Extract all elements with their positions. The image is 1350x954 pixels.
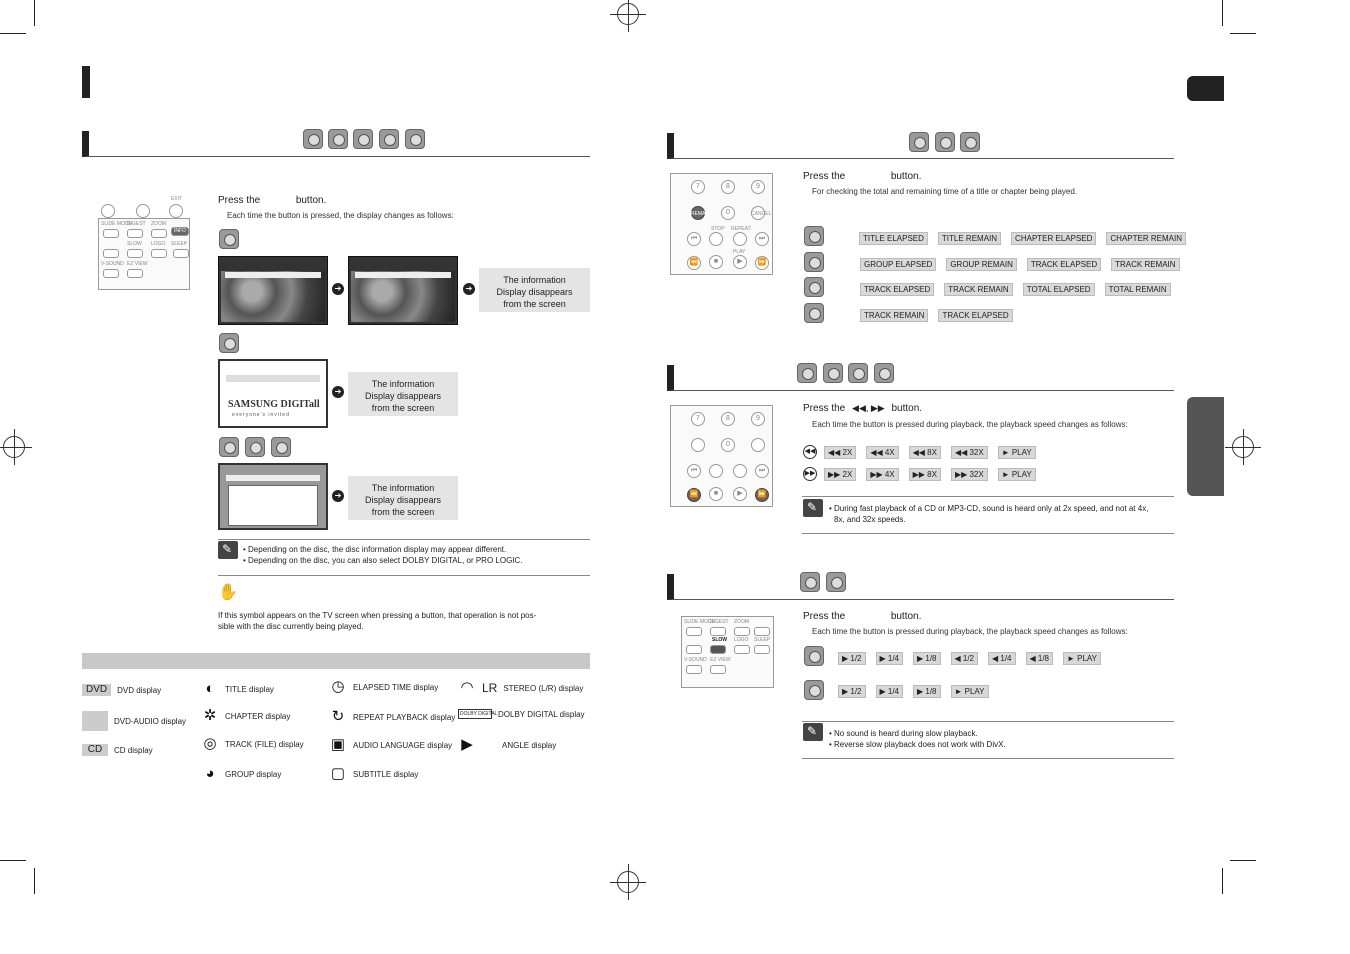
slow-sequence-dvd (838, 652, 1101, 665)
dvd-badge: DVD (82, 684, 111, 696)
remote-button: 9 (751, 180, 765, 194)
hand-note-line: sible with the disc currently being played. (218, 622, 364, 631)
press-suffix: button. (891, 403, 923, 414)
legend-label: SUBTITLE display (353, 769, 419, 779)
remote-slow-button (710, 645, 726, 654)
remote-label-slide: SLIDE MODE (101, 221, 132, 227)
legend-cd (82, 744, 153, 756)
remote-button (709, 464, 723, 478)
legend-label: CD display (114, 745, 153, 755)
legend-subtitle (329, 765, 418, 783)
disc-icon-jpeg (271, 437, 291, 457)
remote-button (710, 627, 726, 636)
remain-chip: TITLE REMAIN (938, 232, 1001, 245)
info-line: Display disappears (496, 287, 573, 297)
note-line: • Depending on the disc, you can also select DOLBY DIGITAL, or PRO LOGIC. (243, 556, 523, 565)
disc-icon-divx (804, 680, 824, 700)
remote-label-play: PLAY (733, 249, 746, 255)
remote-label-vsound: V-SOUND (101, 261, 124, 267)
slow-chip: ▶ 1/4 (876, 685, 904, 698)
press-suffix: button. (295, 195, 327, 206)
remote-button (754, 627, 770, 636)
legend-label: DOLBY DIGITAL display (498, 709, 585, 719)
dolby-digital-icon: DOLBY DIGITAL (460, 711, 498, 717)
remote-button (173, 249, 189, 258)
legend-label: STEREO (L/R) display (503, 683, 584, 693)
arrow-right-icon: ➔ (332, 283, 344, 295)
remote-button (734, 645, 750, 654)
remote-button (127, 269, 143, 278)
section-bar-slow (667, 574, 1174, 600)
tv-info-bar (226, 475, 320, 481)
legend-title (201, 680, 274, 698)
tv-screen-mp3-info (218, 463, 328, 530)
speed-chip: ▶▶ 8X (909, 468, 941, 481)
remote-button: 8 (721, 180, 735, 194)
remote-label-info: INFO (174, 228, 186, 234)
slow-notes (829, 728, 1006, 750)
hand-note-line: If this symbol appears on the TV screen when pressing a button, that operation is not pos- (218, 611, 537, 620)
slow-chip: ▶ 1/2 (838, 685, 866, 698)
remote-button (169, 204, 183, 218)
disc-icon-cd (353, 129, 373, 149)
slow-chip: ◀ 1/2 (951, 652, 979, 665)
slow-description: Each time the button is pressed during playback, the playback speed changes as follows: (812, 627, 1128, 636)
remote-label-exit: EXIT (171, 196, 183, 202)
disc-icon-mp3 (804, 303, 824, 323)
press-instruction (803, 171, 921, 182)
legend-group (201, 765, 281, 783)
page-number-tab (1187, 76, 1224, 101)
legend-stereo (458, 679, 583, 697)
remote-label-ezview: EZ VIEW (127, 261, 148, 267)
info-line: from the screen (371, 403, 435, 413)
cd-badge: CD (82, 744, 108, 756)
remote-button (686, 645, 702, 654)
remain-chip: TRACK REMAIN (860, 309, 928, 322)
fast-arrows: ◀◀, ▶▶ (852, 403, 885, 413)
legend-track (201, 735, 304, 753)
registration-mark (617, 871, 639, 893)
speed-chip: ◀◀ 32X (951, 446, 988, 459)
legend-dvd (82, 684, 161, 696)
disc-icon-cd (219, 333, 239, 353)
fast-note (829, 503, 1148, 525)
remote-button: 7 (691, 180, 705, 194)
info-line: from the screen (503, 299, 566, 309)
remote-button (151, 229, 167, 238)
remote-slow-illustration (681, 616, 774, 688)
remote-button (103, 249, 119, 258)
disc-icon-dvd-audio (804, 252, 824, 272)
disc-icon-mp3 (848, 363, 868, 383)
section-bar-fast (667, 365, 1174, 391)
press-prefix: Press the (803, 611, 846, 622)
disc-icon-dvd (804, 226, 824, 246)
remote-button: 7 (691, 412, 705, 426)
remain-sequence-dvd-audio (860, 258, 1180, 271)
angle-icon: ▶ (461, 736, 473, 753)
remain-chip: CHAPTER ELAPSED (1011, 232, 1096, 245)
remote-label-repeat: REPEAT (731, 226, 751, 232)
legend-label: AUDIO LANGUAGE display (353, 740, 453, 750)
remain-description: For checking the total and remaining time of a title or chapter being played. (812, 187, 1078, 196)
tv-tagline: everyone's invited (232, 412, 290, 418)
remain-chip: GROUP ELAPSED (860, 258, 936, 271)
tv-info-bar (226, 375, 320, 382)
disc-icon-dvd (909, 132, 929, 152)
remote-forward-button: ⏩ (755, 488, 769, 502)
remain-chip: TRACK REMAIN (944, 283, 1012, 296)
remote-label-stop: STOP (711, 226, 725, 232)
repeat-icon: ↻ (331, 708, 345, 725)
legend-label: ANGLE display (502, 740, 557, 750)
forward-icon: ▶▶ (803, 467, 817, 481)
legend-header-bar (82, 653, 590, 669)
remain-sequence-cd (860, 283, 1171, 296)
slow-chip: ◀ 1/4 (988, 652, 1016, 665)
disc-icon-mp3 (960, 132, 980, 152)
remote-button: ⏭ (755, 464, 769, 478)
disc-icon-dvd (797, 363, 817, 383)
speed-chip: ◀◀ 2X (824, 446, 856, 459)
remote-label-sleep: SLEEP (754, 637, 771, 643)
remote-button: ⏭ (755, 232, 769, 246)
disc-icon-dvd (303, 129, 323, 149)
remote-button (733, 464, 747, 478)
arrow-right-icon: ➔ (463, 283, 475, 295)
remote-label-logo: LOGO (734, 637, 749, 643)
legend-label: REPEAT PLAYBACK display (353, 712, 456, 722)
legend-label: ELAPSED TIME display (353, 682, 439, 692)
remote-label-vsound: V-SOUND (684, 657, 707, 663)
tv-image (351, 271, 455, 322)
speed-chip: ▶▶ 4X (866, 468, 898, 481)
tv-logo: SAMSUNG DIGITall (228, 399, 320, 410)
tv-file-list (228, 485, 318, 526)
tv-info-bar (225, 272, 321, 278)
remote-label-digest: DIGEST (127, 221, 146, 227)
remote-label-zoom: ZOOM (151, 221, 166, 227)
title-icon: ◐ (205, 680, 215, 697)
subtitle-icon: ▢ (330, 765, 346, 782)
remote-button (751, 438, 765, 452)
remote-button: ■ (709, 487, 723, 501)
arrow-right-icon: ➔ (332, 386, 344, 398)
disc-icon-dvd (800, 572, 820, 592)
tv-screen-dvd-info-1 (218, 256, 328, 325)
disc-icon-jpeg (405, 129, 425, 149)
remote-label-cancel: CANCEL (751, 211, 772, 217)
legend-label: TRACK (FILE) display (225, 739, 304, 749)
group-icon: ◕ (205, 765, 215, 782)
remote-button: ■ (709, 255, 723, 269)
remain-chip: TRACK ELAPSED (938, 309, 1012, 322)
rewind-icon: ◀◀ (803, 445, 817, 459)
remote-label-slide: SLIDE MODE (684, 619, 715, 625)
side-chapter-tab (1187, 397, 1224, 496)
info-line: The information (503, 275, 566, 285)
remote-control-illustration (96, 196, 191, 292)
press-suffix: button. (890, 611, 922, 622)
tv-screen-cd-info (218, 359, 328, 428)
remote-button (127, 229, 143, 238)
remain-chip: GROUP REMAIN (946, 258, 1017, 271)
slow-sequence-divx (838, 685, 989, 698)
press-prefix: Press the (218, 195, 261, 206)
press-instruction (218, 195, 326, 206)
note-line: • No sound is heard during slow playback. (829, 729, 978, 738)
disc-icon-vcd (328, 129, 348, 149)
disc-icon-divx (826, 572, 846, 592)
press-prefix: Press the (803, 403, 846, 414)
press-instruction (803, 403, 922, 414)
disc-icon-dvd (804, 646, 824, 666)
remote-button (103, 229, 119, 238)
arrow-right-icon: ➔ (332, 490, 344, 502)
speed-chip: ▶▶ 32X (951, 468, 988, 481)
remote-button (151, 249, 167, 258)
tv-screen-dvd-info-2 (348, 256, 458, 325)
note-pencil-icon (803, 499, 823, 517)
slow-chip: ◀ 1/8 (1026, 652, 1054, 665)
hand-note (218, 610, 536, 632)
remote-button (103, 269, 119, 278)
page-header-bar (82, 66, 90, 98)
remain-chip: TRACK ELAPSED (860, 283, 934, 296)
remote-rewind-button: ⏪ (687, 488, 701, 502)
stereo-glyph: LR (482, 681, 498, 695)
legend-repeat (329, 708, 455, 726)
legend-chapter (201, 707, 290, 725)
registration-mark (617, 3, 639, 25)
remote-button (686, 627, 702, 636)
remote-button: ⏮ (687, 232, 701, 246)
slow-chip: ▶ 1/4 (876, 652, 904, 665)
speed-chip: ◀◀ 4X (866, 446, 898, 459)
remain-chip: TRACK ELAPSED (1027, 258, 1101, 271)
remain-chip: TITLE ELAPSED (859, 232, 928, 245)
remote-button: 9 (751, 412, 765, 426)
remote-button: ⏮ (687, 464, 701, 478)
hand-icon: ✋ (218, 584, 238, 601)
slow-chip: ► PLAY (1063, 652, 1101, 665)
legend-audio-language (329, 736, 452, 754)
remote-button (101, 204, 115, 218)
note-line: • Depending on the disc, the disc information display may appear different. (243, 545, 507, 554)
remote-button: 0 (721, 438, 735, 452)
legend-angle (458, 736, 556, 754)
disc-icon-cd (935, 132, 955, 152)
dvd-audio-badge (82, 711, 108, 731)
info-line: Display disappears (364, 495, 442, 505)
note-pencil-icon (803, 723, 823, 741)
legend-label: CHAPTER display (225, 711, 291, 721)
remote-label-logo: LOGO (151, 241, 166, 247)
note-line: 8x, and 32x speeds. (834, 515, 906, 524)
remote-label-zoom: ZOOM (734, 619, 749, 625)
disc-icon-dvd (219, 229, 239, 249)
elapsed-time-icon: ◷ (331, 678, 345, 695)
info-disappears-box (348, 372, 458, 416)
press-instruction (803, 611, 921, 622)
headphone-icon: ◠ (460, 679, 474, 696)
legend-label: DVD-AUDIO display (114, 716, 187, 726)
fast-description: Each time the button is pressed during playback, the playback speed changes as follows: (812, 420, 1128, 429)
remain-chip: CHAPTER REMAIN (1106, 232, 1186, 245)
remote-panel (98, 218, 190, 290)
remote-button: ▶ (733, 255, 747, 269)
remote-button (733, 232, 747, 246)
remote-label-remain: REMAIN (691, 211, 711, 217)
legend-label: GROUP display (225, 769, 282, 779)
remote-label-sleep: SLEEP (171, 241, 188, 247)
disc-icon-wma (245, 437, 265, 457)
legend-dvd-audio (82, 711, 186, 731)
legend-label: DVD display (117, 685, 162, 695)
remote-button (734, 627, 750, 636)
note-pencil-icon (218, 541, 238, 559)
remote-button (710, 665, 726, 674)
remote-button (709, 232, 723, 246)
audio-language-icon: ▣ (330, 736, 346, 753)
remain-chip: TOTAL ELAPSED (1023, 283, 1095, 296)
info-line: Display disappears (364, 391, 442, 401)
disc-icon-mp3 (379, 129, 399, 149)
remote-button (136, 204, 150, 218)
speed-chip: ▶▶ 2X (824, 468, 856, 481)
note-line: • During fast playback of a CD or MP3-CD, sound is heard only at 2x speed, and not at 4x, (829, 504, 1149, 513)
disc-icon-divx (874, 363, 894, 383)
disc-icon-cd (823, 363, 843, 383)
remain-chip: TRACK REMAIN (1111, 258, 1179, 271)
registration-mark (1232, 436, 1254, 458)
disc-icon-mp3 (219, 437, 239, 457)
tv-image (221, 271, 325, 322)
remote-button: ⏩ (755, 256, 769, 270)
legend-elapsed-time (329, 678, 438, 696)
info-disappears-box (479, 268, 590, 312)
remote-label-ezview: EZ VIEW (710, 657, 731, 663)
remote-button: 8 (721, 412, 735, 426)
remote-label-digest: DIGEST (710, 619, 729, 625)
remote-keypad-illustration (670, 173, 773, 275)
track-icon: ◎ (203, 735, 217, 752)
remote-button (127, 249, 143, 258)
speed-chip: ► PLAY (998, 468, 1036, 481)
info-line: from the screen (371, 507, 435, 517)
speed-chip: ◀◀ 8X (909, 446, 941, 459)
remote-button: ▶ (733, 487, 747, 501)
tv-info-bar (355, 272, 451, 278)
disc-icon-cd (804, 277, 824, 297)
remain-chip: TOTAL REMAIN (1105, 283, 1171, 296)
info-line: The information (371, 379, 435, 389)
rewind-sequence (824, 446, 1036, 459)
forward-sequence (824, 468, 1036, 481)
press-prefix: Press the (803, 171, 846, 182)
slow-chip: ▶ 1/2 (838, 652, 866, 665)
remote-label-slow: SLOW (127, 241, 142, 247)
remote-button (691, 438, 705, 452)
press-suffix: button. (890, 171, 922, 182)
legend-dolby (458, 709, 585, 719)
remain-sequence-dvd (859, 232, 1186, 245)
remote-button: ⏪ (687, 256, 701, 270)
remote-keypad-illustration (670, 405, 773, 507)
remote-label-slow: SLOW (712, 637, 727, 643)
legend-label: TITLE display (225, 684, 274, 694)
info-disappears-box (348, 476, 458, 520)
note-line: • Reverse slow playback does not work with DivX. (829, 740, 1006, 749)
remote-button (754, 645, 770, 654)
remain-sequence-mp3 (860, 309, 1013, 322)
slow-chip: ▶ 1/8 (913, 685, 941, 698)
info-description: Each time the button is pressed, the display changes as follows: (227, 211, 454, 220)
slow-chip: ▶ 1/8 (913, 652, 941, 665)
info-line: The information (371, 483, 435, 493)
slow-chip: ► PLAY (951, 685, 989, 698)
remote-button (686, 665, 702, 674)
registration-mark (3, 436, 25, 458)
chapter-icon: ✲ (203, 707, 217, 724)
note-text (243, 544, 523, 566)
speed-chip: ► PLAY (998, 446, 1036, 459)
remote-button: 0 (721, 206, 735, 220)
